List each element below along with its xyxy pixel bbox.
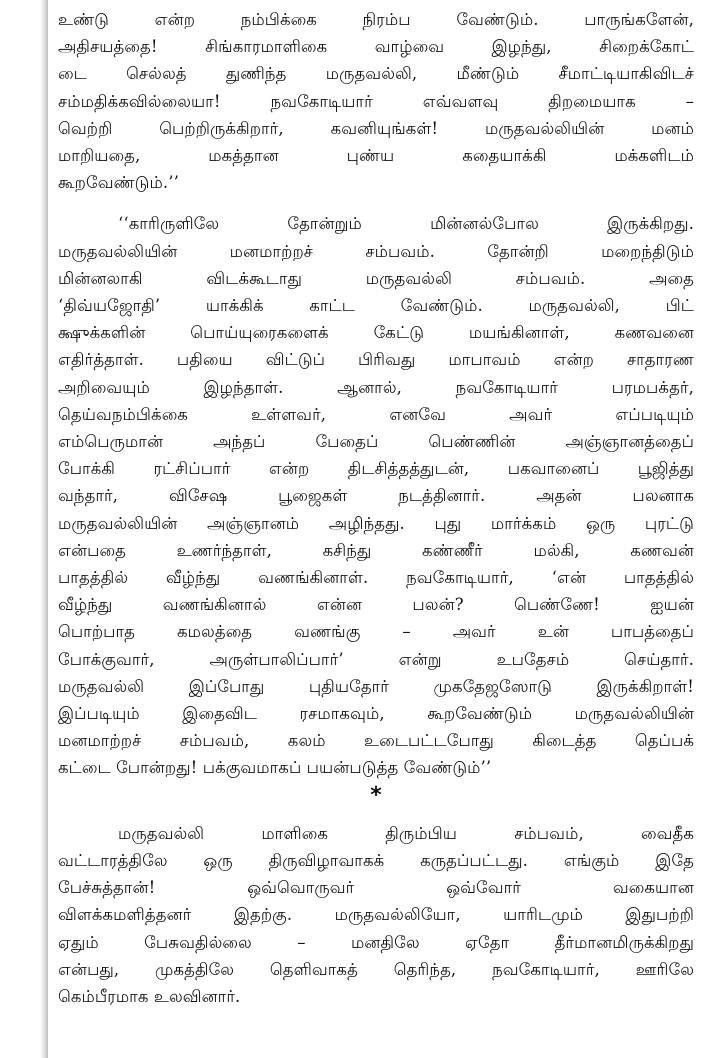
text-line: மருதவல்லி இப்போது புதியதோர் முகதேஜஸோடு இருக்கிறாள்! [58,676,694,696]
text-line: எதிர்த்தாள். பதியை விட்டுப் பிரிவது மாபாவம் என்ற சாதாரண [58,350,694,370]
text-line: பேச்சுத்தான்! ஒவ்வொருவர் ஒவ்வோர் வகையான [58,878,694,898]
text-line: மனமாற்றச் சம்பவம், கலம் உடைபட்டபோது கிடைத்த தெப்பக் [58,731,694,751]
text-line: பொற்பாத கமலத்தை வணங்கு – அவர் உன் பாபத்தைப் [58,622,694,642]
text-line: டை செல்லத் துணிந்த மருதவல்லி, மீண்டும் சீமாட்டியாகிவிடச் [58,64,694,84]
text-line: போக்குவார், அருள்பாலிப்பார்’ என்று உபதேசம் செய்தார். [58,649,694,669]
text-line: உண்டு என்ற நம்பிக்கை நிரம்ப வேண்டும். பாருங்களேன், [58,10,694,29]
scan-page-edge [0,0,48,1058]
text-line: பாதத்தில் வீழ்ந்து வணங்கினாள். நவகோடியார், ‘என் பாதத்தில் [58,568,694,588]
text-line: இப்படியும் இதைவிட ரசமாகவும், கூறவேண்டும் மருதவல்லியின் [58,704,694,724]
text-line: க்ஷுக்களின் பொய்யுரைகளைக் கேட்டு மயங்கினாள், கணவனை [58,323,694,343]
text-line: மருதவல்லி மாளிகை திரும்பிய சம்பவம், வைதீக [118,823,694,843]
text-line: சம்மதிக்கவில்லையா! நவகோடியார் எவ்வளவு திறமையாக – [58,91,694,111]
text-line: அதிசயத்தை! சிங்காரமாளிகை வாழ்வை இழந்து, சிறைக்கோட் [58,37,694,57]
text-line: ‘‘காரிருளிலே தோன்றும் மின்னல்போல இருக்கிறது. [118,214,694,234]
text-line: கூறவேண்டும்.’’ [58,173,179,193]
text-line: போக்கி ரட்சிப்பார் என்ற திடசித்தத்துடன், பகவானைப் பூஜித்து [58,459,694,479]
text-line: மருதவல்லியின் அஞ்ஞானம் அழிந்தது. புது மார்க்கம் ஒரு புரட்டு [58,513,694,533]
text-line: எம்பெருமான் அந்தப் பேதைப் பெண்ணின் அஞ்ஞானத்தைப் [58,432,694,452]
paragraph-2 [58,210,694,781]
section-separator: * [370,782,382,808]
text-line: அறிவையும் இழந்தாள். ஆனால், நவகோடியார் பரமபக்தர், [58,377,694,397]
text-line: ஏதும் பேசுவதில்லை – மனதிலே ஏதோ தீர்மானமிருக்கிறது [58,932,694,952]
text-line: மாறியதை, மகத்தான புண்ய கதையாக்கி மக்களிடம் [58,146,694,166]
text-line: கெம்பீரமாக உலவினார். [58,986,241,1006]
text-line: மருதவல்லியின் மனமாற்றச் சம்பவம். தோன்றி மறைந்திடும் [58,241,694,261]
text-line: தெய்வநம்பிக்கை உள்ளவர், எனவே அவர் எப்படியும் [58,404,694,424]
text-line: மின்னலாகி விடக்கூடாது மருதவல்லி சம்பவம். அதை [58,268,694,288]
text-line: வந்தார், விசேஷ பூஜைகள் நடத்தினார். அதன் பலனாக [58,486,694,506]
text-line: வட்டாரத்திலே ஒரு திருவிழாவாகக் கருதப்பட்டது. எங்கும் இதே [58,850,694,870]
text-line: விளக்கமளித்தனர் இதற்கு. மருதவல்லியோ, யாரிடமும் இதுபற்றி [58,905,694,925]
text-line: வீழ்ந்து வணங்கினால் என்ன பலன்? பெண்ணே! ஐயன் [58,595,694,615]
text-line: ‘திவ்யஜோதி’ யாக்கிக் காட்ட வேண்டும். மருதவல்லி, பிட் [58,296,694,316]
text-line: கட்டை போன்றது! பக்குவமாகப் பயன்படுத்த வேண்டும்’’ [58,758,492,778]
book-page [58,6,694,1010]
paragraph-1 [58,6,694,196]
text-line: வெற்றி பெற்றிருக்கிறார், கவனியுங்கள்! மருதவல்லியின் மனம் [58,118,694,138]
paragraph-3 [58,820,694,1010]
text-line: என்பதை உணர்ந்தாள், கசிந்து கண்ணீர் மல்கி, கணவன் [58,540,694,560]
text-line: என்பது, முகத்திலே தெளிவாகத் தெரிந்த, நவகோடியார், ஊரிலே [58,959,694,979]
